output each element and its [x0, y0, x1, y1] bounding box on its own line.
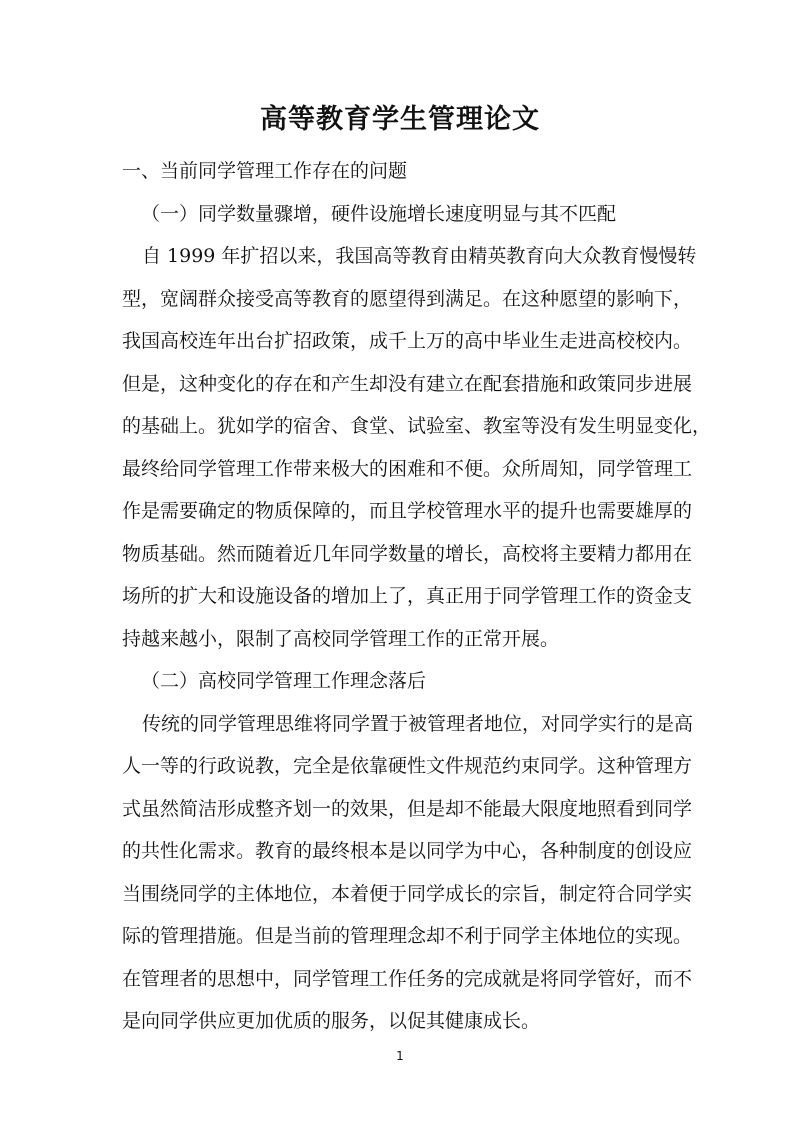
paragraph-line: 际的管理措施。但是当前的管理理念却不利于同学主体地位的实现。: [122, 925, 693, 947]
paragraph-line: 自 1999 年扩招以来，我国高等教育由精英教育向大众教育慢慢转: [142, 245, 697, 267]
paragraph-line: 物质基础。然而随着近几年同学数量的增长，高校将主要精力都用在: [122, 543, 693, 565]
paragraph-line: 但是，这种变化的存在和产生却没有建立在配套措施和政策同步进展: [122, 373, 693, 395]
paragraph-line: 在管理者的思想中，同学管理工作任务的完成就是将同学管好，而不: [122, 968, 693, 990]
page-number: 1: [396, 1049, 404, 1063]
section-heading-1: 一、当前同学管理工作存在的问题: [122, 160, 408, 182]
paragraph-line: 传统的同学管理思维将同学置于被管理者地位，对同学实行的是高: [142, 713, 694, 735]
paragraph-line: 是向同学供应更加优质的服务，以促其健康成长。: [122, 1010, 541, 1032]
paragraph-line: 持越来越小，限制了高校同学管理工作的正常开展。: [122, 628, 560, 650]
paragraph-line: 我国高校连年出台扩招政策，成千上万的高中毕业生走进高校校内。: [122, 330, 693, 352]
paragraph-line: 人一等的行政说教，完全是依靠硬性文件规范约束同学。这种管理方: [122, 755, 693, 777]
paragraph-line: 的基础上。犹如学的宿舍、食堂、试验室、教室等没有发生明显变化，: [122, 415, 712, 437]
paragraph-line: 当围绕同学的主体地位，本着便于同学成长的宗旨，制定符合同学实: [122, 883, 693, 905]
paragraph-line: 式虽然简洁形成整齐划一的效果，但是却不能最大限度地照看到同学: [122, 798, 693, 820]
paragraph-line: 最终给同学管理工作带来极大的困难和不便。众所周知，同学管理工: [122, 458, 693, 480]
document-title: 高等教育学生管理论文: [260, 104, 540, 135]
paragraph-line: 作是需要确定的物质保障的，而且学校管理水平的提升也需要雄厚的: [122, 500, 693, 522]
paragraph-line: 的共性化需求。教育的最终根本是以同学为中心，各种制度的创设应: [122, 840, 693, 862]
paragraph-line: 型，宽阔群众接受高等教育的愿望得到满足。在这种愿望的影响下，: [122, 288, 693, 310]
paragraph-line: 场所的扩大和设施设备的增加上了，真正用于同学管理工作的资金支: [122, 585, 693, 607]
subsection-heading-1: （一）同学数量骤增，硬件设施增长速度明显与其不匹配: [141, 203, 617, 225]
subsection-heading-2: （二）高校同学管理工作理念落后: [141, 670, 427, 692]
